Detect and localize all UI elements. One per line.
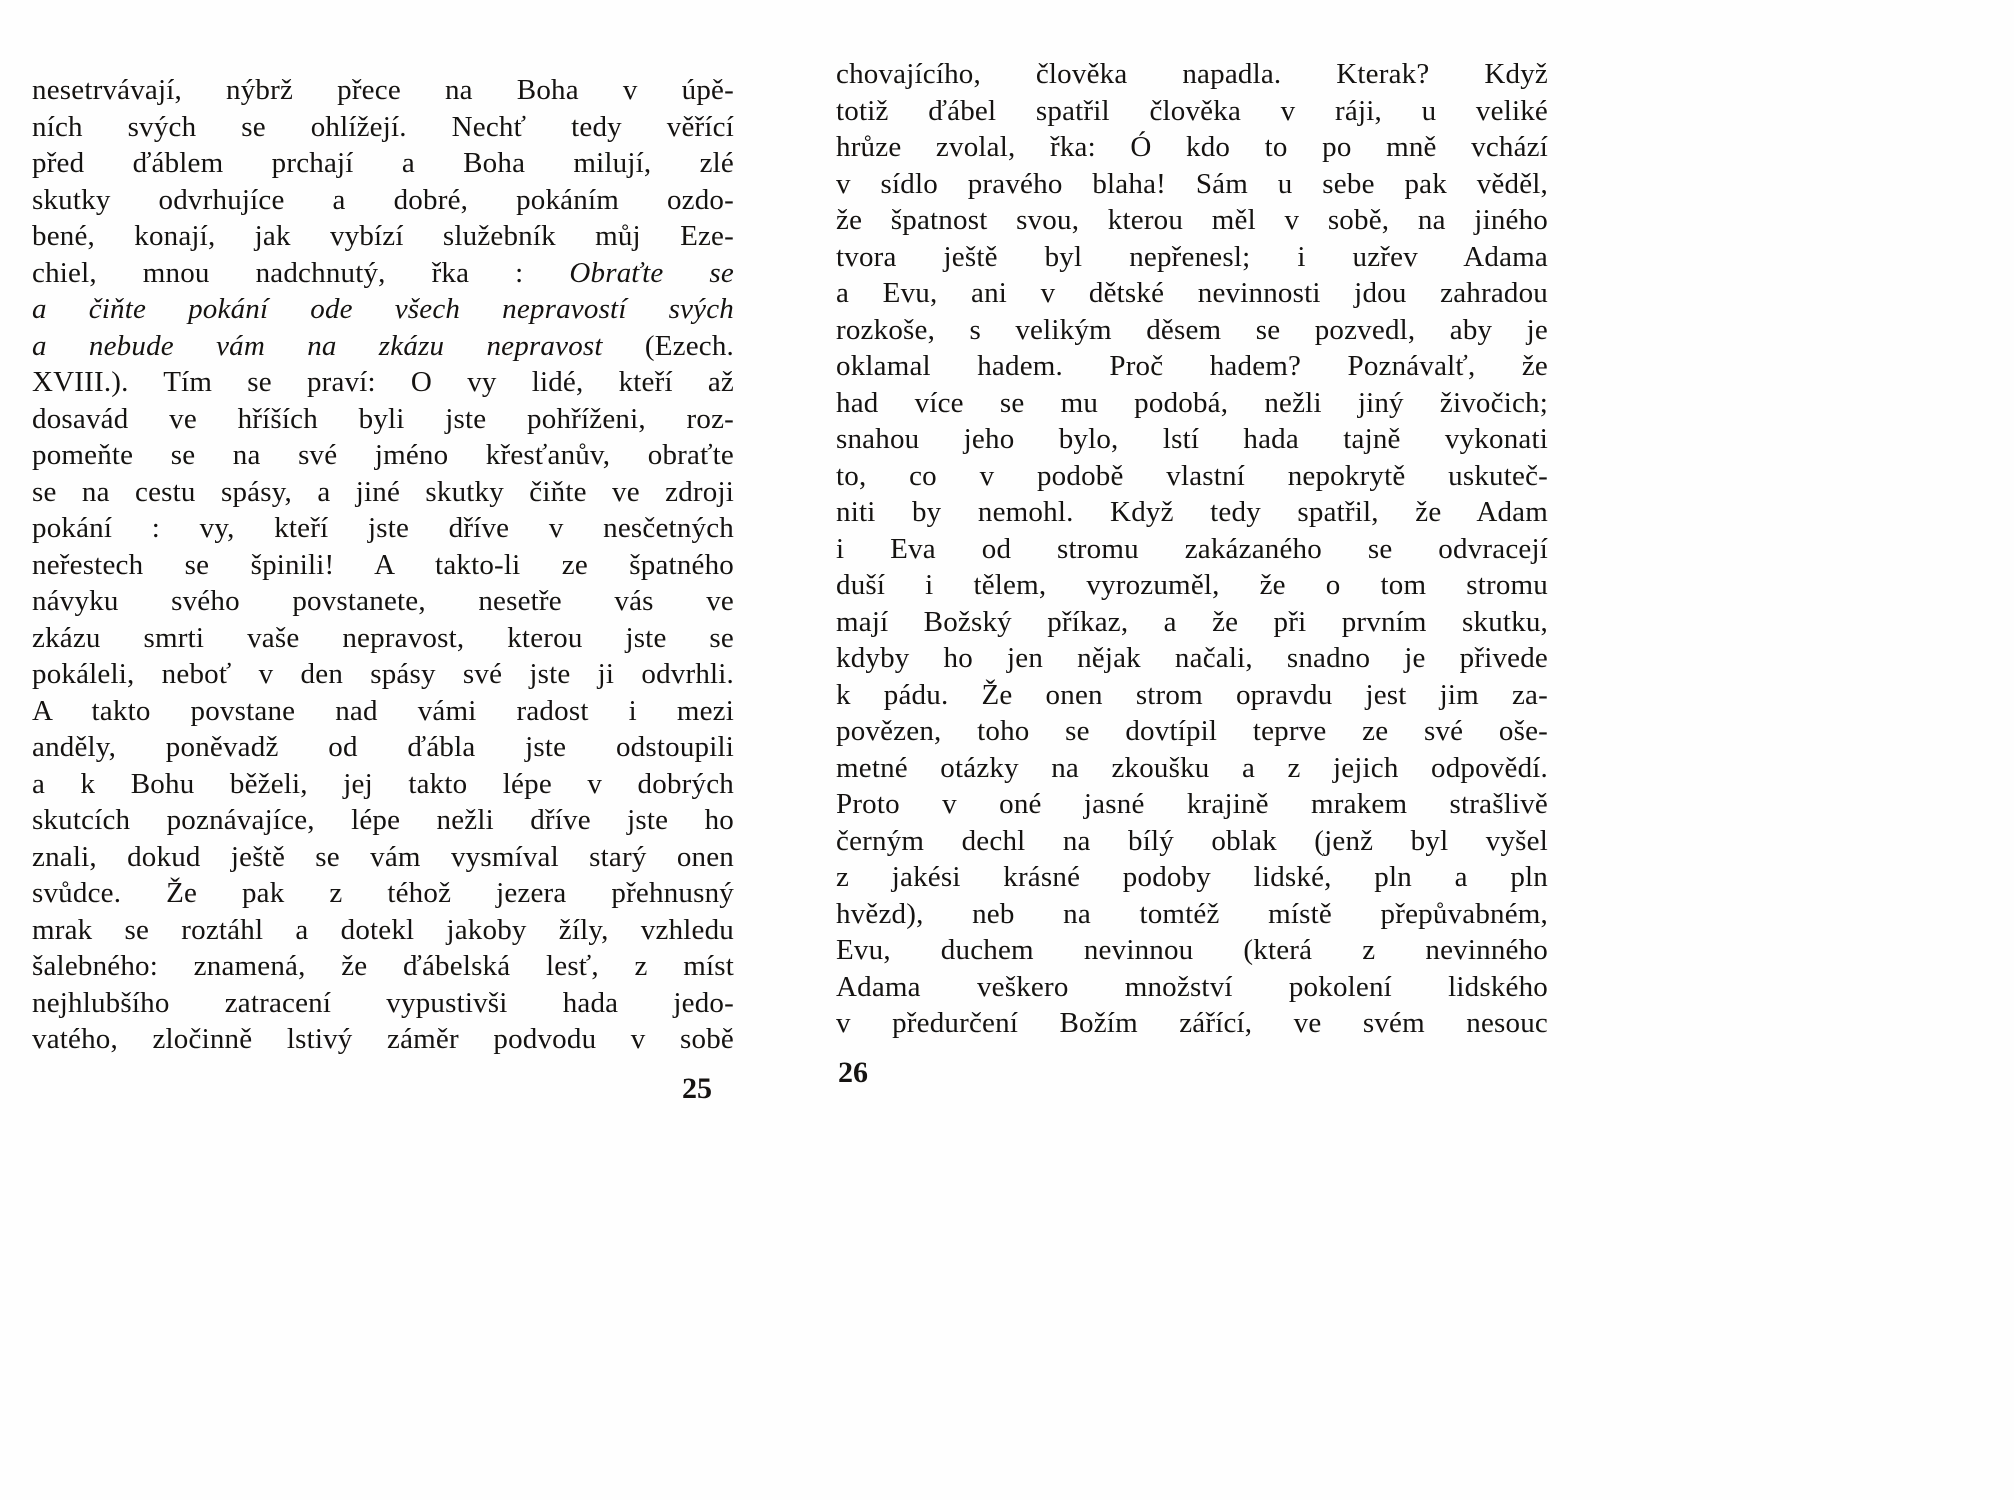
text-line: Proto v oné jasné krajině mrakem strašlivě (836, 788, 1548, 820)
text-line: anděly, poněvadž od ďábla jste odstoupili (32, 731, 734, 763)
text-line: rozkoše, s velikým děsem se pozvedl, aby je (836, 313, 1548, 346)
text-line: skutcích poznávajíce, lépe nežli dříve jste ho (32, 804, 734, 836)
page-lines (32, 72, 734, 1058)
text-line: před ďáblem prchají a Boha milují, zlé (32, 147, 734, 179)
text-line: návyku svého povstanete, nesetře vás ve (32, 585, 734, 617)
text-line: a čiňte pokání ode všech nepravostí svých (32, 293, 734, 325)
text-line: a k Bohu běželi, jej takto lépe v dobrých (32, 767, 734, 800)
text-line: niti by nemohl. Když tedy spatřil, že Adam (836, 496, 1548, 528)
text-line: chiel, mnou nadchnutý, řka : Obraťte se (32, 256, 734, 289)
text-line: mrak se roztáhl a dotekl jakoby žíly, vzhledu (32, 913, 734, 946)
text-line: tvora ještě byl nepřenesl; i uzřev Adama (836, 240, 1548, 273)
text-line: nesetrvávají, nýbrž přece na Boha v úpě- (32, 74, 734, 106)
text-line: kdyby ho jen nějak načali, snadno je přivede (836, 642, 1548, 674)
text-line: chovajícího, člověka napadla. Kterak? Když (836, 58, 1548, 90)
text-line: v sídlo pravého blaha! Sám u sebe pak věděl, (836, 167, 1548, 200)
text-line: znali, dokud ještě se vám vysmíval starý onen (32, 840, 734, 873)
text-line: A takto povstane nad vámi radost i mezi (32, 694, 734, 727)
text-line: černým dechl na bílý oblak (jenž byl vyšel (836, 824, 1548, 857)
text-line: hvězd), neb na tomtéž místě přepůvabném, (836, 897, 1548, 930)
text-line: ních svých se ohlížejí. Nechť tedy věřící (32, 110, 734, 143)
text-line: pokání : vy, kteří jste dříve v nesčetných (32, 512, 734, 544)
text-line: k pádu. Že onen strom opravdu jest jim za- (836, 678, 1548, 711)
text-line: v předurčení Božím zářící, ve svém nesouc (836, 1007, 1548, 1039)
text-line: skutky odvrhujíce a dobré, pokáním ozdo- (32, 183, 734, 216)
text-line: XVIII.). Tím se praví: O vy lidé, kteří až (32, 366, 734, 398)
text-line: to, co v podobě vlastní nepokrytě uskuteč- (836, 459, 1548, 492)
text-line: i Eva od stromu zakázaného se odvracejí (836, 532, 1548, 565)
text-line: šalebného: znamená, že ďábelská lesť, z míst (32, 950, 734, 982)
text-line: pokáleli, neboť v den spásy své jste ji odvrhli. (32, 658, 734, 690)
text-line: mají Božský příkaz, a že při prvním skutku, (836, 605, 1548, 638)
text-line: metné otázky na zkoušku a z jejich odpovědí. (836, 751, 1548, 784)
text-line: se na cestu spásy, a jiné skutky čiňte ve zdroji (32, 475, 734, 508)
book-page-left (32, 72, 734, 1106)
text-line: duší i tělem, vyrozuměl, že o tom stromu (836, 569, 1548, 601)
text-line: had více se mu podobá, nežli jiný živočich; (836, 386, 1548, 419)
text-line: z jakési krásné podoby lidské, pln a pln (836, 861, 1548, 893)
text-line: neřestech se špinili! A takto-li ze špatného (32, 548, 734, 581)
text-line: a nebude vám na zkázu nepravost (Ezech. (32, 329, 734, 362)
page-lines (836, 56, 1548, 1042)
book-page-right (836, 56, 1548, 1090)
text-line: nejhlubšího zatracení vypustivši hada jedo- (32, 986, 734, 1019)
text-line: totiž ďábel spatřil člověka v ráji, u veliké (836, 94, 1548, 127)
text-line: oklamal hadem. Proč hadem? Poznávalť, že (836, 350, 1548, 382)
text-line: Evu, duchem nevinnou (která z nevinného (836, 934, 1548, 966)
text-line: snahou jeho bylo, lstí hada tajně vykonati (836, 423, 1548, 455)
page-number: 26 (838, 1055, 868, 1089)
text-line: a Evu, ani v dětské nevinnosti jdou zahradou (836, 277, 1548, 309)
page-number: 25 (682, 1071, 712, 1105)
text-line: že špatnost svou, kterou měl v sobě, na jiného (836, 204, 1548, 236)
text-line: svůdce. Že pak z téhož jezera přehnusný (32, 877, 734, 909)
text-line: povězen, toho se dovtípil teprve ze své oše- (836, 715, 1548, 747)
text-line: vatého, zločinně lstivý záměr podvodu v sobě (32, 1023, 734, 1055)
text-line: hrůze zvolal, řka: Ó kdo to po mně vchází (836, 131, 1548, 163)
text-line: dosavád ve hříších byli jste pohříženi, roz- (32, 402, 734, 435)
text-line: pomeňte se na své jméno křesťanův, obraťte (32, 439, 734, 471)
text-line: Adama veškero množství pokolení lidského (836, 970, 1548, 1003)
text-line: zkázu smrti vaše nepravost, kterou jste se (32, 621, 734, 654)
text-line: bené, konají, jak vybízí služebník můj Eze- (32, 220, 734, 252)
